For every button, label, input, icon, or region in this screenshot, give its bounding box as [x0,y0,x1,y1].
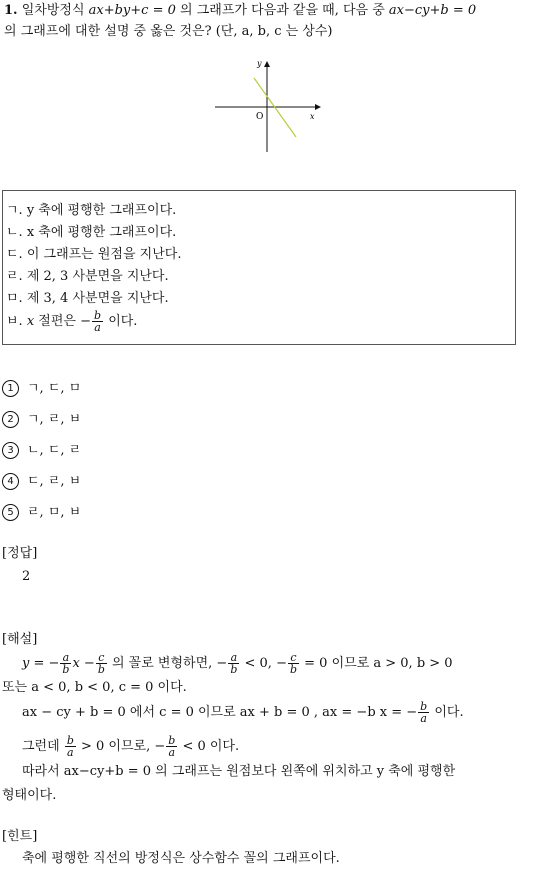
statement-5: ㅁ. 제 3, 4 사분면을 지난다. [6,291,169,306]
answer-value: 2 [22,569,31,584]
option-mark: 1 [2,380,19,397]
origin-label: O [256,112,264,122]
x-axis-label: x [310,112,315,121]
option-4[interactable]: 4 ㄷ, ㄹ, ㅂ [2,473,81,491]
option-mark: 5 [2,504,19,521]
statement-4: ㄹ. 제 2, 3 사분면을 지난다. [6,269,169,284]
statement-1: ㄱ. y 축에 평행한 그래프이다. [6,203,177,218]
solution-line-4: 그런데 $\frac{b}{a}$ > 0 이므로, − $\frac{b}{a}$ < 0 이다. [22,734,240,759]
question-line-1: 1. 일차방정식 ax+by+c = 0 의 그래프가 다음과 같을 때, 다음 중 ax−cy+b = 0 [4,3,477,18]
option-5[interactable]: 5 ㄹ, ㅁ, ㅂ [2,504,81,522]
option-3[interactable]: 3 ㄴ, ㄷ, ㄹ [2,442,81,460]
hint-text: 축에 평행한 직선의 방정식은 상수함수 꼴의 그래프이다. [22,851,340,866]
equation-given: ax+by+c = 0 [88,3,176,18]
option-2[interactable]: 2 ㄱ, ㄹ, ㅂ [2,411,81,429]
solution-line-5: 따라서 ax−cy+b = 0 의 그래프는 원점보다 왼쪽에 위치하고 y 축에 평행한 [22,764,456,779]
solution-line-2: 또는 a < 0, b < 0, c = 0 이다. [2,680,187,695]
solution-line-6: 형태이다. [2,788,57,803]
option-1[interactable]: 1 ㄱ, ㄷ, ㅁ [2,380,81,398]
fraction: $\frac{b}{a}$ [94,309,102,334]
hint-heading: [힌트] [2,829,38,844]
option-mark: 2 [2,411,19,428]
solution-heading: [해설] [2,632,38,647]
option-mark: 3 [2,442,19,459]
question-number: 1. [4,3,18,18]
equation-target: ax−cy+b = 0 [388,3,477,18]
solution-line-1: y = − $\frac{a}{b}$ x − $\frac{c}{b}$ 의 꼴로 변형하면, − $\frac{a}{b}$ < 0, − $\frac{c}{b}$ = 0 이므로 a > 0, b > 0 [22,651,453,676]
question-line-2: 의 그래프에 대한 설명 중 옳은 것은? (단, a, b, c 는 상수) [4,24,333,39]
coordinate-graph [210,58,325,156]
option-mark: 4 [2,473,19,490]
statement-2: ㄴ. x 축에 평행한 그래프이다. [6,225,177,240]
answer-heading: [정답] [2,546,38,561]
statement-3: ㄷ. 이 그래프는 원점을 지난다. [6,247,182,262]
y-axis-label: y [257,59,262,68]
statement-6: ㅂ. x 절편은 − $\frac{b}{a}$ 이다. [6,309,138,334]
solution-line-3: ax − cy + b = 0 에서 c = 0 이므로 ax + b = 0 , ax = −b x = − $\frac{b}{a}$ 이다. [22,700,464,725]
